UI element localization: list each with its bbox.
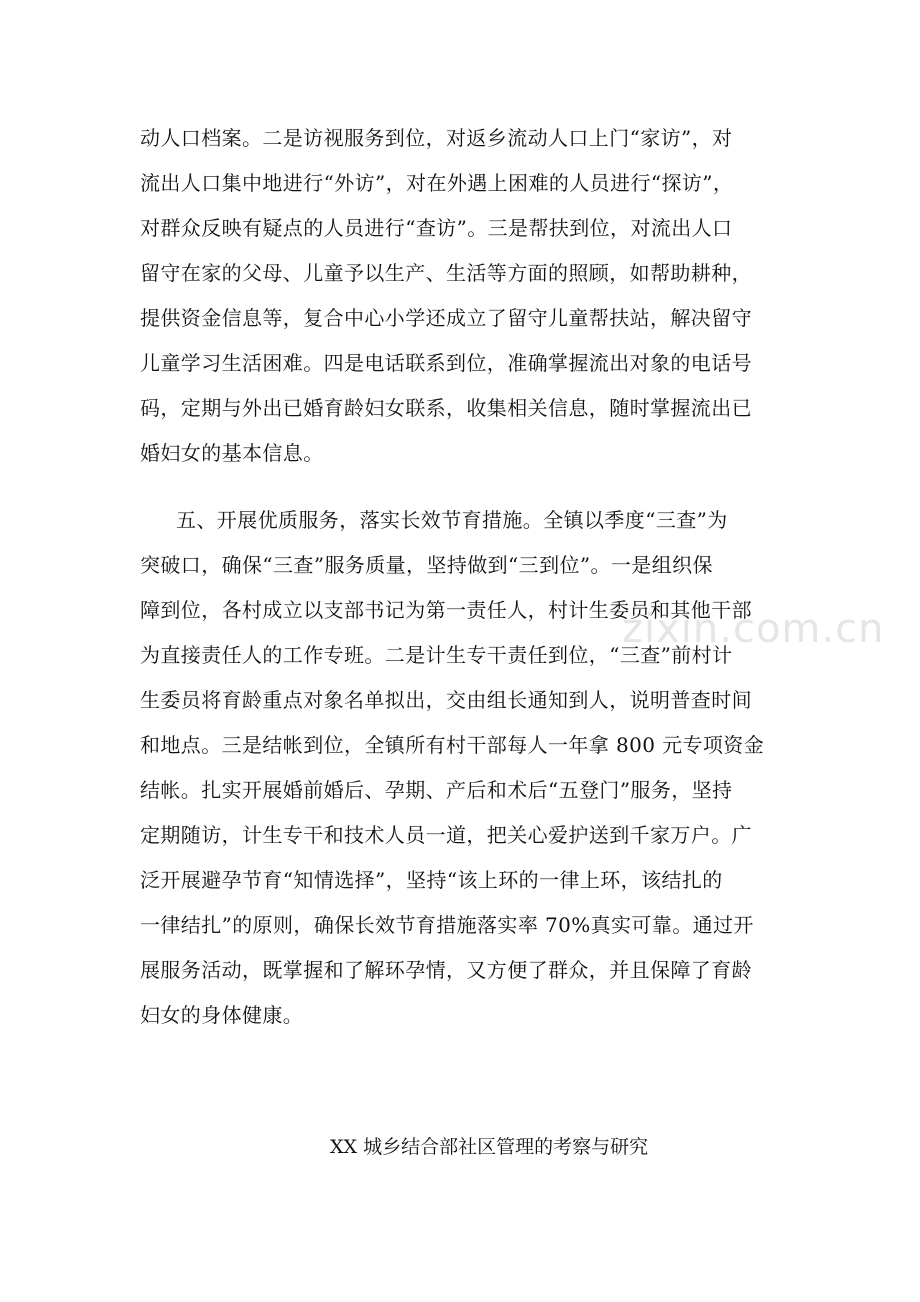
paragraph-line: 动人口档案。二是访视服务到位，对返乡流动人口上门“家访”，对 xyxy=(140,126,733,150)
paragraph-line: 儿童学习生活困难。四是电话联系到位，准确掌握流出对象的电话号 xyxy=(140,351,752,375)
paragraph-line: 码，定期与外出已婚育龄妇女联系，收集相关信息，随时掌握流出已 xyxy=(140,396,752,420)
paragraph-line: 和地点。三是结帐到位，全镇所有村干部每人一年拿 800 元专项资金 xyxy=(140,733,765,757)
paragraph-line: 泛开展避孕节育“知情选择”，坚持“该上环的一律上环，该结扎的 xyxy=(140,868,723,892)
paragraph-line: 障到位，各村成立以支部书记为第一责任人，村计生委员和其他干部 xyxy=(140,598,752,622)
section-title: XX 城乡结合部社区管理的考察与研究 xyxy=(330,1136,649,1158)
paragraph-line: 突破口，确保“三查”服务质量，坚持做到“三到位”。一是组织保 xyxy=(140,553,713,577)
paragraph-line: 妇女的身体健康。 xyxy=(140,1003,304,1027)
paragraph-line: 为直接责任人的工作专班。二是计生专干责任到位，“三查”前村计 xyxy=(140,643,733,667)
paragraph-line: 定期随访，计生专干和技术人员一道，把关心爱护送到千家万户。广 xyxy=(140,823,752,847)
paragraph-line: 结帐。扎实开展婚前婚后、孕期、产后和术后“五登门”服务，坚持 xyxy=(140,778,733,802)
paragraph-line: 生委员将育龄重点对象名单拟出，交由组长通知到人，说明普查时间 xyxy=(140,688,752,712)
paragraph-line: 对群众反映有疑点的人员进行“查访”。三是帮扶到位，对流出人口 xyxy=(140,216,733,240)
paragraph-line: 流出人口集中地进行“外访”，对在外遇上困难的人员进行“探访”， xyxy=(140,171,734,195)
paragraph-line: 留守在家的父母、儿童予以生产、生活等方面的照顾，如帮助耕种， xyxy=(140,261,752,285)
paragraph-line: 五、开展优质服务，落实长效节育措施。全镇以季度“三查”为 xyxy=(176,508,728,532)
paragraph-line: 婚妇女的基本信息。 xyxy=(140,441,324,465)
paragraph-line: 一律结扎”的原则，确保长效节育措施落实率 70%真实可靠。通过开 xyxy=(140,913,754,937)
paragraph-line: 提供资金信息等，复合中心小学还成立了留守儿童帮扶站，解决留守 xyxy=(140,306,752,330)
paragraph-line: 展服务活动，既掌握和了解环孕情，又方便了群众，并且保障了育龄 xyxy=(140,958,752,982)
watermark: zixin.com.cn xyxy=(622,606,885,652)
